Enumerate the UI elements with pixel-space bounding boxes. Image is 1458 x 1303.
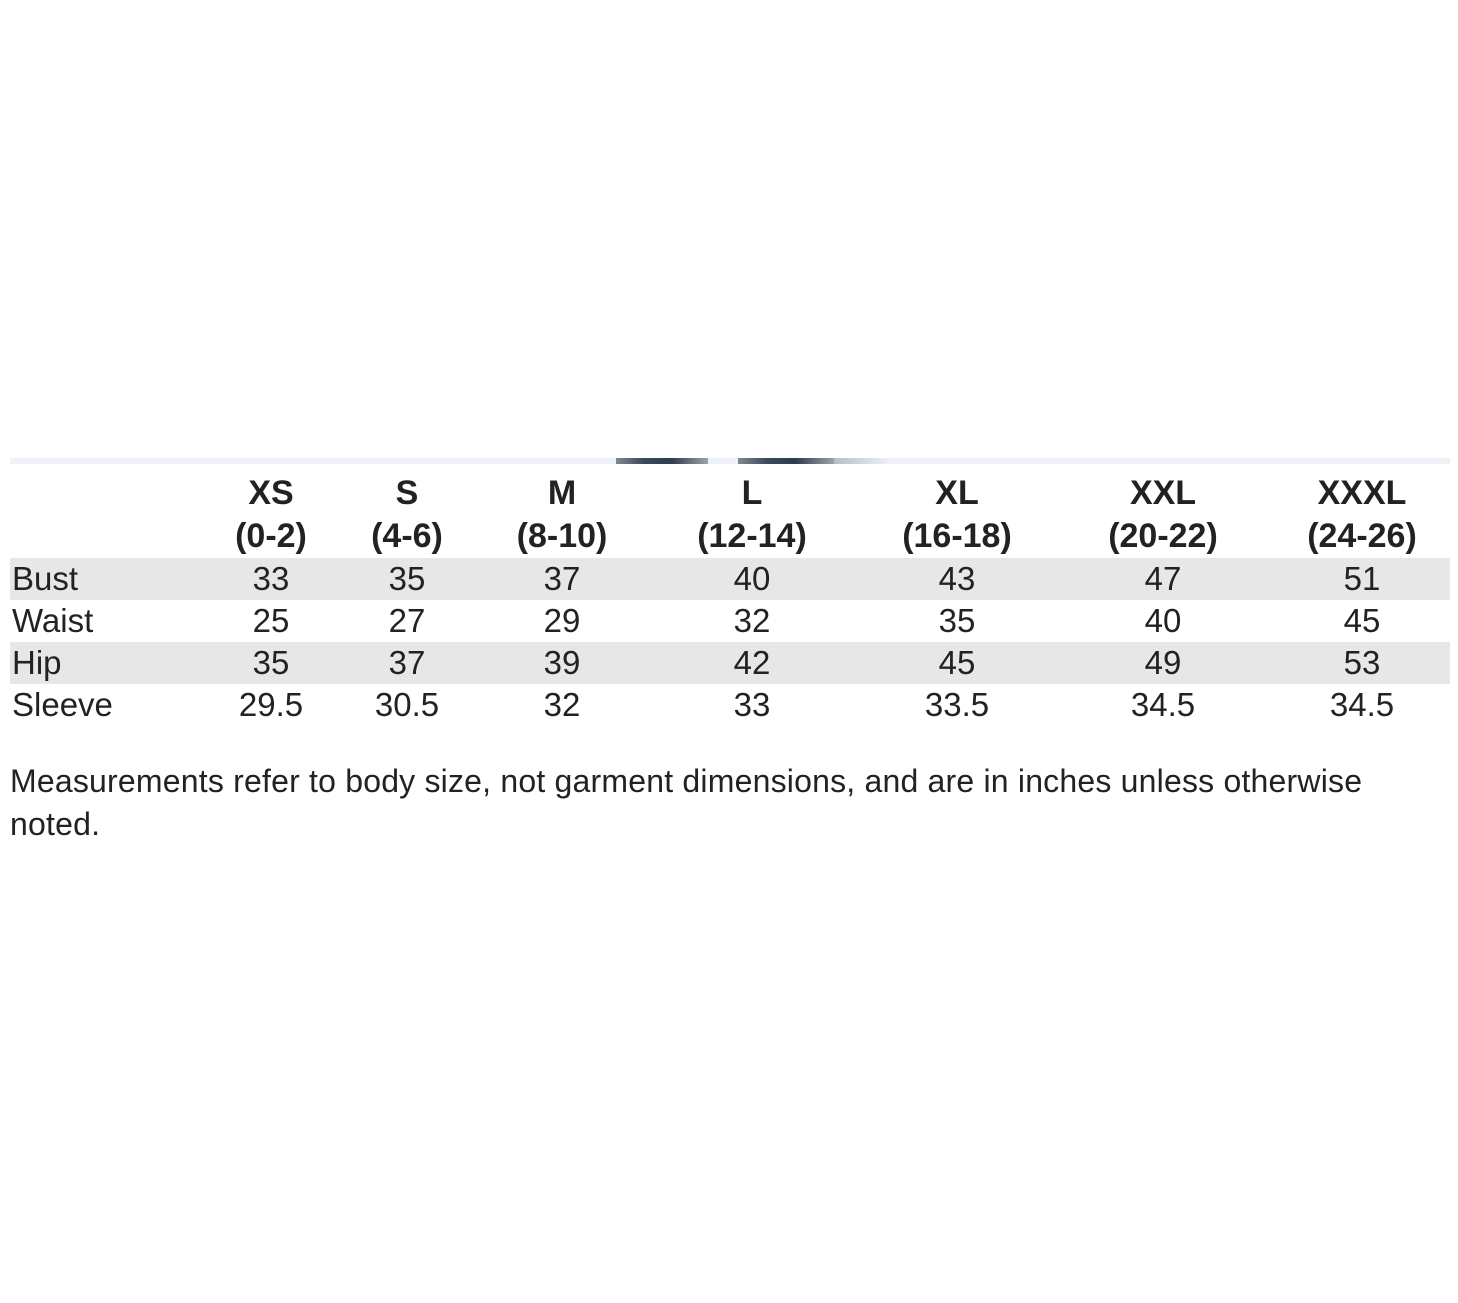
table-cell: 32: [543, 686, 581, 723]
table-cell: 33.5: [924, 686, 990, 723]
image-edge-fragment: [834, 458, 890, 464]
table-row-waist: [10, 600, 1450, 642]
size-header-s: [332, 472, 482, 558]
table-cell: 25: [252, 602, 290, 639]
size-label: XL: [935, 474, 979, 512]
table-cell: 35: [252, 644, 290, 681]
size-range: (16-18): [902, 517, 1012, 555]
table-cell: 43: [938, 560, 976, 597]
table-cell: 49: [1144, 644, 1182, 681]
header-image-strip: [10, 458, 1450, 464]
table-cell: 40: [1144, 602, 1182, 639]
table-cell: 27: [388, 602, 426, 639]
size-header-xl: [862, 472, 1052, 558]
size-header-xxxl: [1274, 472, 1450, 558]
size-header-row: [10, 472, 1450, 558]
size-label: M: [547, 474, 577, 512]
table-cell: 51: [1343, 560, 1381, 597]
image-edge-fragment: [616, 458, 708, 464]
table-cell: 33: [252, 560, 290, 597]
table-cell: 47: [1144, 560, 1182, 597]
size-header-xs: [210, 472, 332, 558]
table-cell: 34.5: [1329, 686, 1395, 723]
table-cell: 33: [733, 686, 771, 723]
table-cell: 30.5: [374, 686, 440, 723]
image-edge-fragment: [738, 458, 834, 464]
size-range: (12-14): [697, 517, 807, 555]
header-corner-cell: [10, 472, 210, 558]
size-range: (4-6): [371, 517, 443, 555]
table-cell: 32: [733, 602, 771, 639]
size-range: (20-22): [1108, 517, 1218, 555]
size-range: (0-2): [235, 517, 307, 555]
size-label: XXL: [1129, 474, 1197, 512]
table-cell: 45: [1343, 602, 1381, 639]
size-chart-table: [10, 472, 1450, 726]
table-cell: 39: [543, 644, 581, 681]
row-label: Bust: [12, 560, 79, 597]
table-cell: 42: [733, 644, 771, 681]
size-label: XS: [248, 474, 294, 512]
table-row-hip: [10, 642, 1450, 684]
table-cell: 37: [543, 560, 581, 597]
table-cell: 45: [938, 644, 976, 681]
table-cell: 53: [1343, 644, 1381, 681]
table-cell: 29.5: [238, 686, 304, 723]
table-cell: 35: [388, 560, 426, 597]
row-label: Sleeve: [12, 686, 113, 723]
size-header-m: [482, 472, 642, 558]
row-label: Hip: [12, 644, 62, 681]
table-cell: 35: [938, 602, 976, 639]
table-cell: 37: [388, 644, 426, 681]
table-cell: 40: [733, 560, 771, 597]
table-cell: 34.5: [1130, 686, 1196, 723]
size-range: (24-26): [1307, 517, 1417, 555]
table-cell: 29: [543, 602, 581, 639]
size-header-l: [642, 472, 862, 558]
size-label: L: [741, 474, 763, 512]
measurement-note: Measurements refer to body size, not garment dimensions, and are in inches unless otherwise noted.: [10, 763, 1363, 842]
table-row-sleeve: [10, 684, 1450, 726]
size-label: S: [395, 474, 419, 512]
size-range: (8-10): [516, 517, 608, 555]
size-label: XXXL: [1317, 474, 1407, 512]
row-label: Waist: [12, 602, 94, 639]
size-header-xxl: [1052, 472, 1274, 558]
table-row-bust: [10, 558, 1450, 600]
